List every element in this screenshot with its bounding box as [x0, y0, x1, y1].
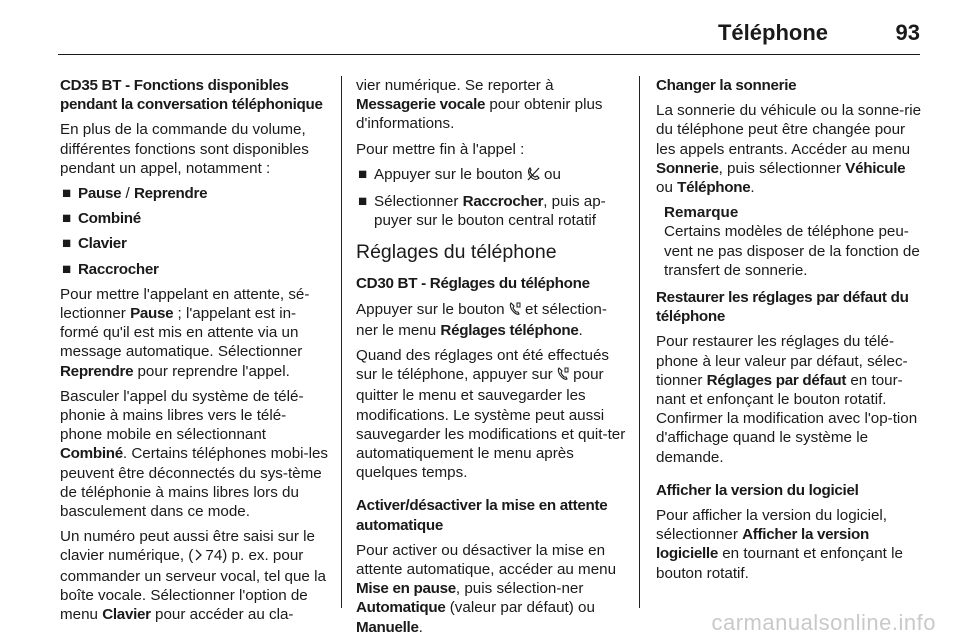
phone-menu-icon — [557, 367, 569, 386]
menu-term: Raccrocher — [462, 193, 544, 211]
text: , puis sélection-ner — [455, 580, 584, 598]
text: / — [125, 185, 130, 203]
column-1 — [60, 76, 328, 630]
paragraph — [60, 387, 328, 521]
menu-term: Combiné — [60, 445, 123, 463]
text: ) p. ex. pour commander un serveur vocal, tel que la boîte vocale. Sélectionner l'option de menu — [60, 547, 326, 624]
menu-term: Pause — [78, 185, 122, 203]
subsection-heading: CD30 BT - Réglages du téléphone — [356, 275, 590, 293]
bullet-icon: ■ — [62, 210, 72, 228]
bullet-icon: ■ — [62, 185, 72, 203]
note-title: Remarque — [664, 204, 739, 222]
column-3 — [656, 76, 926, 589]
paragraph — [60, 120, 328, 178]
text: , puis sélectionner — [718, 159, 846, 177]
watermark: carmanualsonline.info — [711, 610, 936, 635]
text: Pour activer ou désactiver la mise en attente automatique, accéder au menu — [356, 541, 617, 579]
list-item — [356, 165, 626, 186]
list-item — [60, 234, 328, 253]
bullet-icon: ■ — [62, 235, 72, 253]
menu-term: Téléphone — [677, 179, 751, 197]
text: La sonnerie du véhicule ou la sonne-rie du téléphone peut être changée pour les appels entrants. Accéder au menu — [656, 102, 922, 158]
bullet-icon: ■ — [62, 260, 72, 278]
page-title: Téléphone — [717, 20, 828, 45]
paragraph — [356, 346, 626, 482]
menu-term: Sonnerie — [656, 159, 719, 177]
paragraph — [60, 527, 328, 624]
menu-term: Combiné — [78, 210, 141, 228]
page-reference[interactable]: 74 — [205, 547, 223, 565]
function-list — [60, 184, 328, 279]
menu-term: Messagerie vocale — [356, 96, 486, 114]
text: Pour afficher la version du logiciel, sélectionner — [656, 507, 888, 544]
paragraph — [356, 76, 626, 134]
menu-term: Mise en pause — [356, 580, 456, 598]
list-item — [60, 209, 328, 228]
text: Appuyer sur le bouton — [374, 165, 527, 183]
column-divider — [639, 76, 640, 608]
text: Appuyer sur le bouton — [356, 300, 509, 318]
text: Basculer l'appel du système de télé-phonie à mains libres vers le télé-phone mobile en sélectionnant — [60, 387, 304, 444]
section-heading: CD35 BT - Fonctions disponibles pendant la conversation téléphonique — [60, 77, 323, 114]
paragraph — [656, 101, 926, 197]
note-box — [656, 203, 926, 280]
column-divider — [341, 76, 342, 608]
text: en tournant et enfonçant le bouton rotatif. — [656, 545, 903, 582]
paragraph: Pour mettre fin à l'appel : — [356, 140, 525, 158]
menu-term: Reprendre — [133, 185, 208, 203]
paragraph — [356, 541, 626, 637]
phone-menu-icon — [509, 302, 521, 321]
text: . Certains téléphones mobi-les peuvent être déconnectés du sys-tème de téléphonie à mains libres lors du basculement dans ce mode. — [60, 445, 329, 521]
list-item — [60, 260, 328, 279]
text: pour obtenir plus d'informations. — [356, 96, 603, 133]
text: vier numérique. Se reporter à — [356, 77, 554, 94]
list-item — [356, 192, 626, 230]
text: Pour mettre l'appelant en attente, sé-lectionner — [60, 285, 310, 323]
page-number: 93 — [895, 20, 920, 45]
subsection-heading: Changer la sonnerie — [656, 77, 797, 94]
list-item — [60, 184, 328, 203]
menu-term: Clavier — [78, 235, 127, 253]
text: ou — [539, 165, 561, 183]
menu-term: Raccrocher — [78, 260, 159, 278]
text: pour quitter le menu et sauvegarder les modifications. Le système peut aussi sauvegarder les modifications et quit-ter automatiquement le menu après quelques temps. — [356, 366, 626, 482]
subsection-heading: Afficher la version du logiciel — [656, 481, 859, 499]
text: Pour restaurer les réglages du télé-phone à leur valeur par défaut, sélec-tionner — [656, 333, 908, 389]
text: . — [750, 179, 755, 197]
menu-term: Réglages par défaut — [706, 371, 847, 389]
text: pour accéder au cla- — [150, 606, 294, 624]
text: Sélectionner — [374, 193, 463, 211]
menu-term: Réglages téléphone — [440, 321, 579, 339]
text: pour reprendre l'appel. — [133, 362, 290, 380]
text: . — [578, 321, 583, 339]
menu-term: Pause — [130, 305, 174, 323]
text: (valeur par défaut) ou — [445, 599, 595, 617]
paragraph — [656, 506, 926, 583]
menu-term: Manuelle — [356, 618, 419, 636]
section-title: Réglages du téléphone — [356, 241, 557, 264]
text: . — [418, 618, 423, 636]
text: , puis ap-puyer sur le bouton central rotatif — [374, 193, 606, 230]
bullet-icon: ■ — [358, 193, 368, 211]
menu-term: Véhicule — [845, 159, 906, 177]
text: en tour-nant et enfonçant le bouton rotatif. Confirmer la modification avec l'op-tion d'affichage quand le système le demande. — [656, 371, 918, 466]
subsection-heading: Activer/désactiver la mise en attente automatique — [356, 497, 608, 534]
text: et sélection-ner le menu — [356, 300, 607, 339]
column-2 — [356, 76, 626, 643]
text: ou — [656, 179, 678, 197]
ref-arrow-icon[interactable] — [195, 547, 203, 566]
paragraph — [60, 285, 328, 381]
phone-hangup-icon — [527, 167, 540, 186]
paragraph — [656, 332, 926, 466]
text: En plus de la commande du volume, différentes fonctions sont disponibles pendant un appel, notamment : — [60, 121, 309, 177]
text: Un numéro peut aussi être saisi sur le clavier numérique, ( — [60, 528, 315, 565]
menu-term: Automatique — [356, 599, 446, 617]
note-text: Certains modèles de téléphone peu-vent ne pas disposer de la fonction de transfert de sonnerie. — [664, 223, 920, 279]
menu-term: Reprendre — [60, 362, 134, 380]
subsection-heading: Restaurer les réglages par défaut du téléphone — [656, 289, 909, 326]
menu-term: Afficher la version logicielle — [656, 526, 869, 563]
end-call-list — [356, 165, 626, 231]
text: ; l'appelant est in-formé qu'il est mis en attente via un message automatique. Sélectionner — [60, 305, 303, 361]
page-header — [58, 14, 920, 55]
menu-term: Clavier — [102, 606, 151, 624]
bullet-icon: ■ — [358, 165, 368, 183]
paragraph — [356, 300, 626, 340]
text: Quand des réglages ont été effectués sur le téléphone, appuyer sur — [356, 347, 610, 384]
